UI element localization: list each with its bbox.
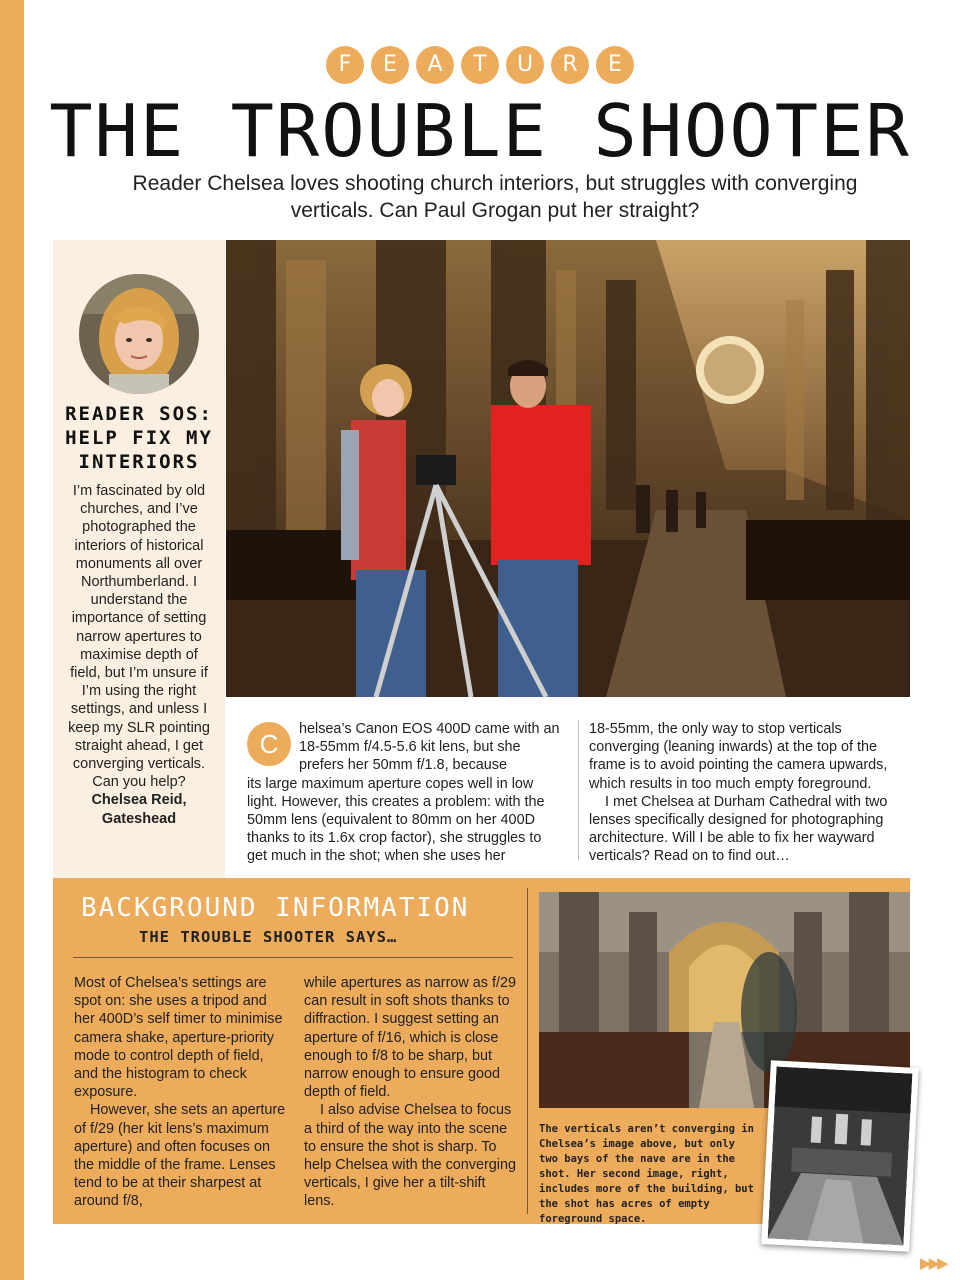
sos-title-line: INTERIORS <box>78 451 200 473</box>
article-column-1 <box>247 720 565 866</box>
page-title: THE TROUBLE SHOOTER <box>49 89 911 173</box>
photo-caption: The verticals aren’t converging in Chelsea’s image above, but only two bays of the nave are in the shot. Her second image, right, includes more of the building, but the shot has acres of empty foreground space. <box>539 1123 754 1225</box>
background-divider <box>527 888 528 1214</box>
background-paragraph: However, she sets an aperture of f/29 (her kit lens’s maximum aperture) and often focuses on the middle of the frame. Lenses tend to be at their sharpest at around f/8, <box>74 1102 286 1210</box>
article-text: helsea’s Canon EOS 400D came with an 18-55mm f/4.5-5.6 kit lens, but she prefers her 50mm f/1.8, because <box>299 721 560 774</box>
article-text: its large maximum aperture copes well in low light. However, this creates a problem: with the 50mm lens (equivalent to 80mm on her 400D thanks to its 1.6x crop factor), she struggles to get much in the shot; when she uses her <box>247 775 545 865</box>
drop-cap: C <box>247 722 291 766</box>
feature-kicker <box>0 46 960 84</box>
reader-letter: I’m fascinated by old churches, and I’ve photographed the interiors of historical monuments all over Northumberland. I understand the importance of setting narrow apertures to maximise depth of field, but I’m unsure if I’m using the right settings, and unless I keep my SLR pointing straight ahead, I get converging verticals. Can you help? <box>68 483 210 791</box>
hero-photo-cathedral <box>226 240 910 697</box>
article-column-2 <box>589 720 910 866</box>
bw-photo-print <box>761 1060 918 1251</box>
triple-chevron-right-icon: ▶▶▶ <box>920 1254 946 1272</box>
kicker-letter: E <box>596 46 634 84</box>
background-column-2 <box>304 974 519 1211</box>
left-accent-bar <box>0 0 24 1280</box>
standfirst: Reader Chelsea loves shooting church interiors, but struggles with converging verticals. Can Paul Grogan put her straight? <box>132 172 858 222</box>
kicker-letter: T <box>461 46 499 84</box>
signature-name: Chelsea Reid, <box>91 792 187 809</box>
kicker-letter: F <box>326 46 364 84</box>
kicker-letter: R <box>551 46 589 84</box>
reader-sos-title <box>53 402 225 474</box>
background-paragraph: while apertures as narrow as f/29 can result in soft shots thanks to diffraction. I suggest setting an aperture of f/16, which is close enough to f/8 to be sharp, but narrow enough to ensure good depth of field. <box>304 975 516 1101</box>
background-paragraph: Most of Chelsea’s settings are spot on: she uses a tripod and her 400D’s self timer to minimise camera shake, aperture-priority mode to control depth of field, and the histogram to check exposure. <box>74 975 283 1101</box>
reader-avatar <box>79 274 199 394</box>
background-paragraph: I also advise Chelsea to focus a third of the way into the scene to ensure the shot is sharp. To help Chelsea with the converging verticals, I give her a tilt-shift lens. <box>304 1102 516 1210</box>
article-paragraph: I met Chelsea at Durham Cathedral with two lenses specifically designed for photographing architecture. Will I be able to fix her wayward verticals? Read on to find out… <box>589 793 888 865</box>
sos-title-line: READER SOS: <box>65 403 213 425</box>
background-title: BACKGROUND INFORMATION <box>81 893 470 923</box>
kicker-letter: A <box>416 46 454 84</box>
signature-place: Gateshead <box>101 810 177 827</box>
kicker-letter: E <box>371 46 409 84</box>
reader-sos-panel <box>53 240 225 878</box>
background-column-1 <box>74 974 289 1211</box>
column-divider <box>578 720 579 860</box>
reader-sos-body <box>65 482 213 828</box>
kicker-letter: U <box>506 46 544 84</box>
article-paragraph: 18-55mm, the only way to stop verticals converging (leaning inwards) at the top of the frame is to avoid pointing the camera upwards, which results in too much empty foreground. <box>589 721 888 792</box>
bw-church-photo <box>768 1067 913 1246</box>
background-rule <box>73 957 513 958</box>
background-subtitle: THE TROUBLE SHOOTER SAYS… <box>139 928 398 946</box>
sos-title-line: HELP FIX MY <box>65 427 213 449</box>
